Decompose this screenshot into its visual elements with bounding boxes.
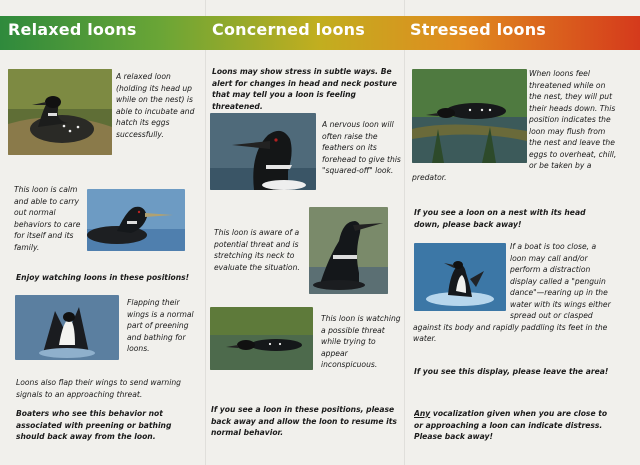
relaxed-enjoy: Enjoy watching loons in these positions! [16,273,190,282]
stressed-warning-3: Any vocalization given when you are close to or approaching a loon can indicate distress. Please back away! [414,409,608,441]
any-emphasis: Any [414,409,431,418]
relaxed-heading: Relaxed loons [8,20,137,39]
relaxed-text-5: Loons also flap their wings to send warning signals to an approaching threat. [16,378,181,399]
concerned-warning: If you see a loon in these positions, please back away and allow the loon to resume its normal behavior. [211,405,397,437]
nesting-loon-photo [8,69,112,155]
flapping-loon-photo [15,295,119,360]
stressed-heading: Stressed loons [410,20,547,39]
stressed-warning-2: If you see this display, please leave the area! [414,367,609,376]
relaxed-warning: Boaters who see this behavior not associated with preening or bathing should back away from the loon. [16,409,172,441]
panel-fold [404,0,405,465]
concerned-intro: Loons may show stress in subtle ways. Be alert for changes in head and neck posture that may tell you a loon is feeling threatened. [212,67,397,111]
stressed-warning-1: If you see a loon on a nest with its head down, please back away! [414,208,586,229]
relaxed-text-2: This loon is calm and able to carry out normal behaviors to care for itself and its family. [14,185,81,252]
nervous-loon-photo [210,113,316,190]
hiding-loon-photo [210,307,313,370]
relaxed-text-1: A relaxed loon (holding its head up while on the nest) is able to incubate and hatch its eggs successfully. [116,72,195,139]
alert-loon-photo [309,207,388,294]
stressed-text-1: When loons feel threatened while on the nest, they will put their heads down. This position indicates the loon may flush from the nest and leave the eggs to overheat, chill, or be taken by a predator. [412,69,617,182]
concerned-heading: Concerned loons [212,20,365,39]
calm-loon-photo [87,189,185,251]
concerned-text-3: This loon is watching a possible threat while trying to appear inconspicuous. [321,314,401,369]
stressed-text-3: If a boat is too close, a loon may call and/or perform a distraction display called a "penguin dance"—rearing up in the water with its wings either spread out or clasped against its body and rapidly paddling its feet in the water. [413,242,611,343]
relaxed-text-4: Flapping their wings is a normal part of preening and bathing for loons. [127,298,194,353]
concerned-text-2: This loon is aware of a potential threat and is stretching its neck to evaluate the situation. [214,228,300,272]
concerned-text-1: A nervous loon will often raise the feathers on its forehead to give this "squared-off" look. [322,120,401,175]
panel-fold [205,0,206,465]
